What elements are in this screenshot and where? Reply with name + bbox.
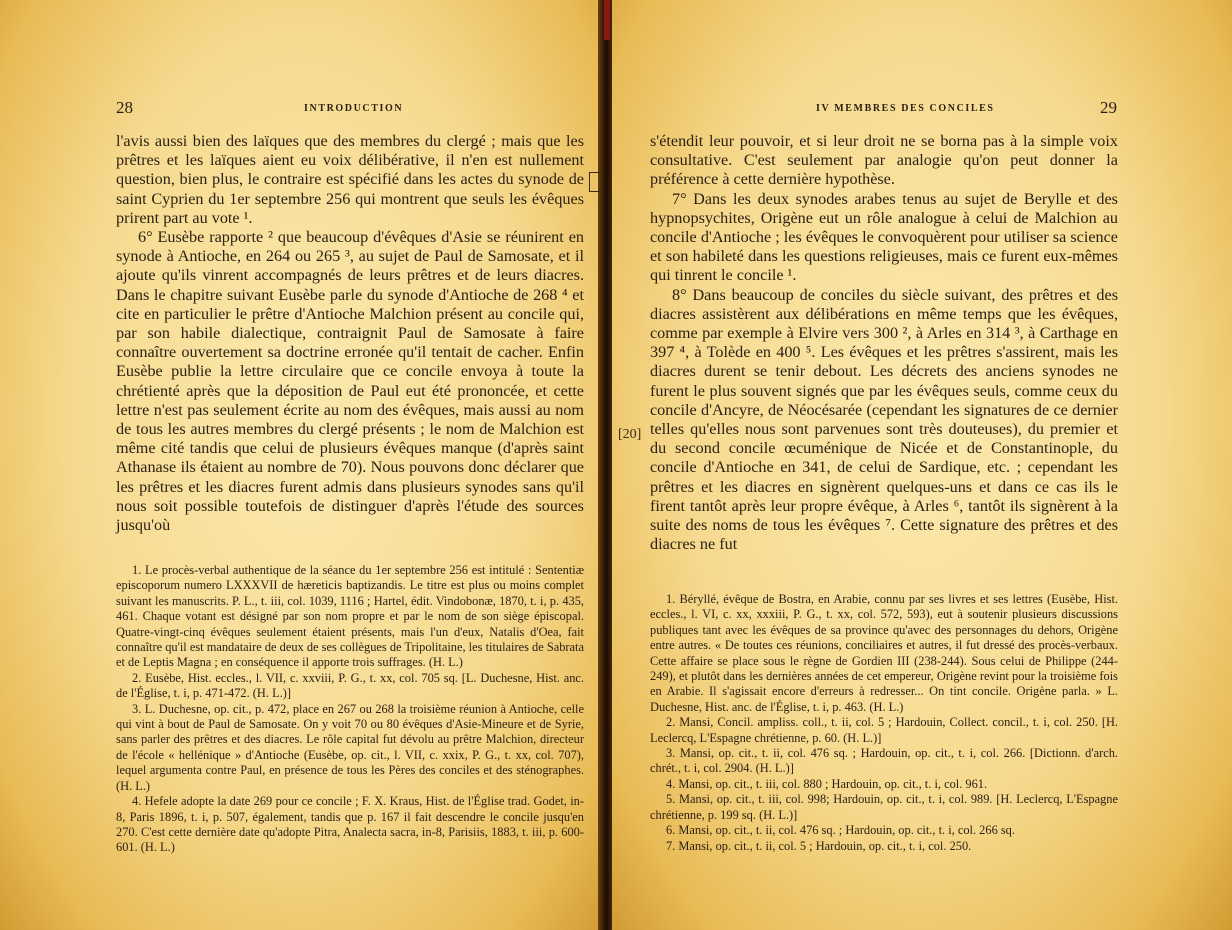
paragraph: l'avis aussi bien des laïques que des membres du clergé ; mais que les prêtres et les laïques aient eu voix délibérative, il n'en est nullement question, bien plus, le contraire est spécifié dans les actes du synode de saint Cyprien du 1er septembre 256 qui montrent que seuls les évêques prirent part au vote ¹. bbox=[116, 132, 584, 227]
footnote: 5. Mansi, op. cit., t. iii, col. 998; Hardouin, op. cit., t. i, col. 989. [H. Leclercq, L'Espagne chrétienne, p. 199 sq. (H. L.)] bbox=[650, 792, 1118, 822]
footnote: 7. Mansi, op. cit., t. ii, col. 5 ; Hardouin, op. cit., t. i, col. 250. bbox=[666, 838, 972, 853]
footnote: 3. L. Duchesne, op. cit., p. 472, place en 267 ou 268 la troisième réunion à Antioche, celle qui vint à bout de Paul de Samosate. On y voit 70 ou 80 évêques d'Asie-Mineure et de Syrie, sans parler des prêtres et des diacres. Le rôle capital fut dévolu au prêtre Malchion, directeur de l'école « hellénique » d'Antioche (Eusèbe, op. cit., l. VII, c. xxix, P. G., t. xx, col. 707), lequel argumenta contre Paul, en présence de tous les Pères des conciles et des sténographes. (H. L.) bbox=[116, 701, 584, 793]
page-number: 28 bbox=[116, 98, 133, 117]
running-head: IV MEMBRES DES CONCILES bbox=[816, 103, 995, 114]
bracket-mark bbox=[589, 172, 601, 192]
margin-marker: [20] bbox=[618, 427, 642, 442]
footnote: 4. Mansi, op. cit., t. iii, col. 880 ; Hardouin, op. cit., t. i, col. 961. bbox=[666, 776, 988, 791]
footnote: 1. Le procès-verbal authentique de la séance du 1er septembre 256 est intitulé : Sententiæ episcoporum numero LXXXVII de hæreticis baptizandis. Le titre est plus ou moins complet suivant les manuscrits. P. L., t. iii, col. 1039, 1116 ; Hartel, édit. Vindobonæ, 1870, t. i, p. 435, 461. Chaque votant est désigné par son nom propre et par le nom de son siège épiscopal. Quatre-vingt-cinq évêques seulement étaient présents, mais l'un d'eux, Natalis d'Oea, fait connaître qu'il est mandataire de deux de ses collègues de Tripolitaine, les titulaires de Sabrata et de Leptis Magna ; en conséquence il apporte trois suffrages. (H. L.) bbox=[116, 563, 584, 670]
footnote: 3. Mansi, op. cit., t. ii, col. 476 sq. ; Hardouin, op. cit., t. i, col. 266. [Dictionn. d'arch. chrét., t. i, col. 2904. (H. L.)] bbox=[650, 746, 1118, 776]
paragraph: 7° Dans les deux synodes arabes tenus au sujet de Berylle et des hypnopsychites, Origène eut un rôle analogue à celui de Malchion au concile d'Antioche ; les évêques le convoquèrent pour utiliser sa science et son habileté dans les questions religieuses, mais ce furent eux-mêmes qui tinrent le concile ¹. bbox=[650, 189, 1118, 285]
footnote: 2. Eusèbe, Hist. eccles., l. VII, c. xxviii, P. G., t. xx, col. 705 sq. [L. Duchesne, Hist. anc. de l'Église, t. i, p. 471-472. (H. L.)] bbox=[116, 670, 584, 701]
footnote: 1. Béryllé, évêque de Bostra, en Arabie, connu par ses livres et ses lettres (Eusèbe, Hist. eccles., l. VI, c. xx, xxxiii, P. G., t. xx, col. 572, 593), eut à soutenir plusieurs discussions publiques tant avec les évêques de sa province qu'avec des personnages du dehors, Origène entre autres. « De toutes ces réunions, conciliaires et autres, il fut dressé des procès-verbaux. Cette affaire se place sous le règne de Gordien III (238-244). Sous celui de Philippe (244-249), et plutôt dans les dernières années de cet empereur, Origène revint pour la troisième fois en Arabie. Il s'agissait encore d'erreurs à redresser... On tint concile. Origène parla. » L. Duchesne, Hist. anc. de l'Église, t. i, p. 463. (H. L.) bbox=[650, 592, 1118, 714]
footnotes bbox=[116, 563, 584, 856]
paragraph: s'étendit leur pouvoir, et si leur droit ne se borna pas à la simple voix consultative. C'est seulement par analogie qu'on peut donner la préférence à cette dernière hypothèse. bbox=[650, 132, 1118, 189]
left-page bbox=[0, 0, 604, 930]
paragraph: 8° Dans beaucoup de conciles du siècle suivant, des prêtres et des diacres assistèrent aux délibérations en même temps que les évêques, comme par exemple à Elvire vers 300 ², à Arles en 314 ³, à Carthage en 397 ⁴, à Tolède en 400 ⁵. Les évêques et les prêtres s'assirent, mais les diacres durent se tenir debout. Les décrets des anciens synodes ne furent le plus souvent signés que par les évêques seuls, comme ceux du concile d'Ancyre, de Néocésarée (cependant les signatures de ce dernier telles qu'elles nous sont parvenues sont très douteuses), du premier et du second concile œcuménique de Nicée et de Constantinople, du concile d'Antioche en 341, de celui de Sardique, etc. ; cependant les prêtres et les diacres en signèrent quelques-uns et dans ce cas ils le firent tantôt après leur propre évêque, à Arles ⁶, tantôt ils signèrent à la suite des noms de tous les évêques ⁷. Cette signature des prêtres et des diacres ne fut bbox=[650, 285, 1118, 554]
footnotes bbox=[650, 592, 1118, 854]
running-head: INTRODUCTION bbox=[304, 103, 404, 114]
bookmark-ribbon bbox=[604, 0, 610, 40]
body-text bbox=[116, 132, 584, 535]
footnote: 4. Hefele adopte la date 269 pour ce concile ; F. X. Kraus, Hist. de l'Église trad. Godet, in-8, Paris 1896, t. i, p. 507, également, tandis que p. 167 il fait descendre le concile jusqu'en 270. C'est cette dernière date qu'adopte Pitra, Analecta sacra, in-8, Parisiis, 1883, t. iii, p. 600-601. (H. L.) bbox=[116, 794, 584, 855]
paragraph: 6° Eusèbe rapporte ² que beaucoup d'évêques d'Asie se réunirent en synode à Antioche, en 264 ou 265 ³, au sujet de Paul de Samosate, et il ajoute qu'ils vinrent accompagnés de leurs prêtres et de leurs diacres. Dans le chapitre suivant Eusèbe parle du synode d'Antioche de 268 ⁴ et cite en particulier le prêtre d'Antioche Malchion présent au concile qui, par son habile dialectique, contraignit Paul de Samosate à faire connaître ouvertement sa doctrine erronée qu'il tentait de cacher. Enfin Eusèbe publie la lettre circulaire que ce concile envoya à toute la chrétienté après que la déposition de Paul eut été prononcée, et cette lettre n'est pas seulement écrite au nom des évêques, mais aussi au nom de tous les autres membres du clergé présents ; le nom de Malchion est même cité tandis que celui de plusieurs évêques manque (d'après saint Athanase ils étaient au nombre de 70). Nous pouvons donc déclarer que les prêtres et les diacres furent admis dans plusieurs synodes sans qu'il nous soit possible toutefois de distinguer d'après l'étude des sources jusqu'où bbox=[116, 228, 584, 535]
footnote: 6. Mansi, op. cit., t. ii, col. 476 sq. ; Hardouin, op. cit., t. i, col. 266 sq. bbox=[666, 823, 1015, 838]
footnote: 2. Mansi, Concil. ampliss. coll., t. ii, col. 5 ; Hardouin, Collect. concil., t. i, col. 250. [H. Leclercq, L'Espagne chrétienne, p. 60. (H. L.)] bbox=[650, 715, 1118, 745]
body-text bbox=[650, 132, 1118, 554]
right-page bbox=[612, 0, 1232, 930]
page-number: 29 bbox=[1100, 98, 1117, 117]
